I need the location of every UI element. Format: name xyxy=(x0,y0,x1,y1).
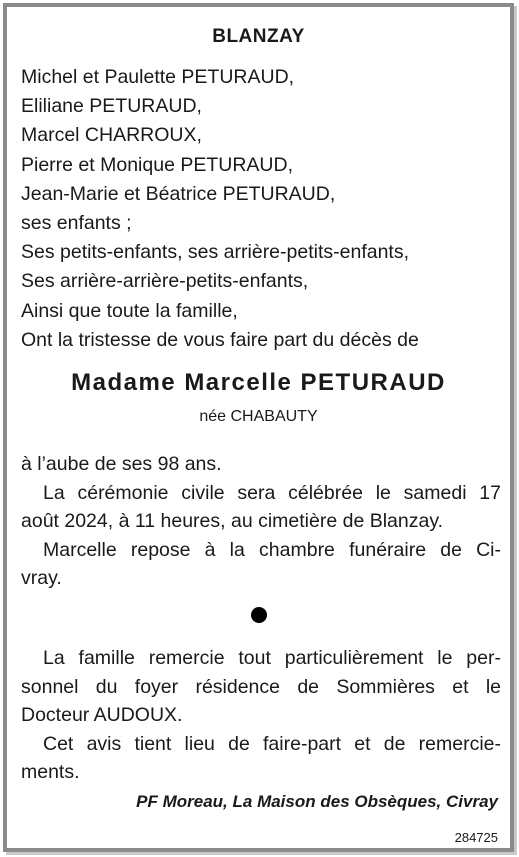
note-line: ments. xyxy=(21,761,80,783)
obituary-notice-frame xyxy=(3,3,514,852)
family-line: Ses petits-enfants, ses arrière-petits-enfants, xyxy=(21,241,410,264)
notice-heading: BLANZAY xyxy=(212,26,305,47)
notice-body xyxy=(21,450,501,593)
family-line: Eliliane PETURAUD, xyxy=(21,95,202,118)
family-line: ses enfants ; xyxy=(21,212,132,235)
family-line: Michel et Paulette PETURAUD, xyxy=(21,66,295,88)
thanks-body xyxy=(21,644,501,787)
family-list xyxy=(21,63,501,355)
note-line: Cet avis tient lieu de faire-part et de remercie- xyxy=(43,732,501,755)
thanks-line: La famille remercie tout particulièrement le per- xyxy=(43,647,501,669)
maiden-name: née CHABAUTY xyxy=(199,408,318,425)
bullet-separator xyxy=(251,607,267,623)
reference-number: 284725 xyxy=(454,830,498,845)
family-line: Pierre et Monique PETURAUD, xyxy=(21,153,294,176)
thanks-line: Docteur AUDOUX. xyxy=(21,704,183,726)
family-line: Ainsi que toute la famille, xyxy=(21,299,238,322)
ceremony-line: La cérémonie civile sera célébrée le samedi 17 xyxy=(43,481,501,504)
deceased-name: Madame Marcelle PETURAUD xyxy=(71,369,446,396)
ceremony-line: août 2024, à 11 heures, au cimetière de Blanzay. xyxy=(21,510,444,532)
thanks-line: sonnel du foyer résidence de Sommières et le xyxy=(21,675,501,698)
family-line: Marcel CHARROUX, xyxy=(21,124,202,147)
family-line: Jean-Marie et Béatrice PETURAUD, xyxy=(21,182,336,205)
rest-line: Marcelle repose à la chambre funéraire de Ci- xyxy=(43,538,501,561)
family-line: Ont la tristesse de vous faire part du décès de xyxy=(21,328,419,351)
funeral-home-signature: PF Moreau, La Maison des Obsèques, Civray xyxy=(136,792,498,811)
family-line: Ses arrière-arrière-petits-enfants, xyxy=(21,270,309,293)
rest-line: vray. xyxy=(21,567,62,589)
age-line: à l’aube de ses 98 ans. xyxy=(21,453,222,475)
